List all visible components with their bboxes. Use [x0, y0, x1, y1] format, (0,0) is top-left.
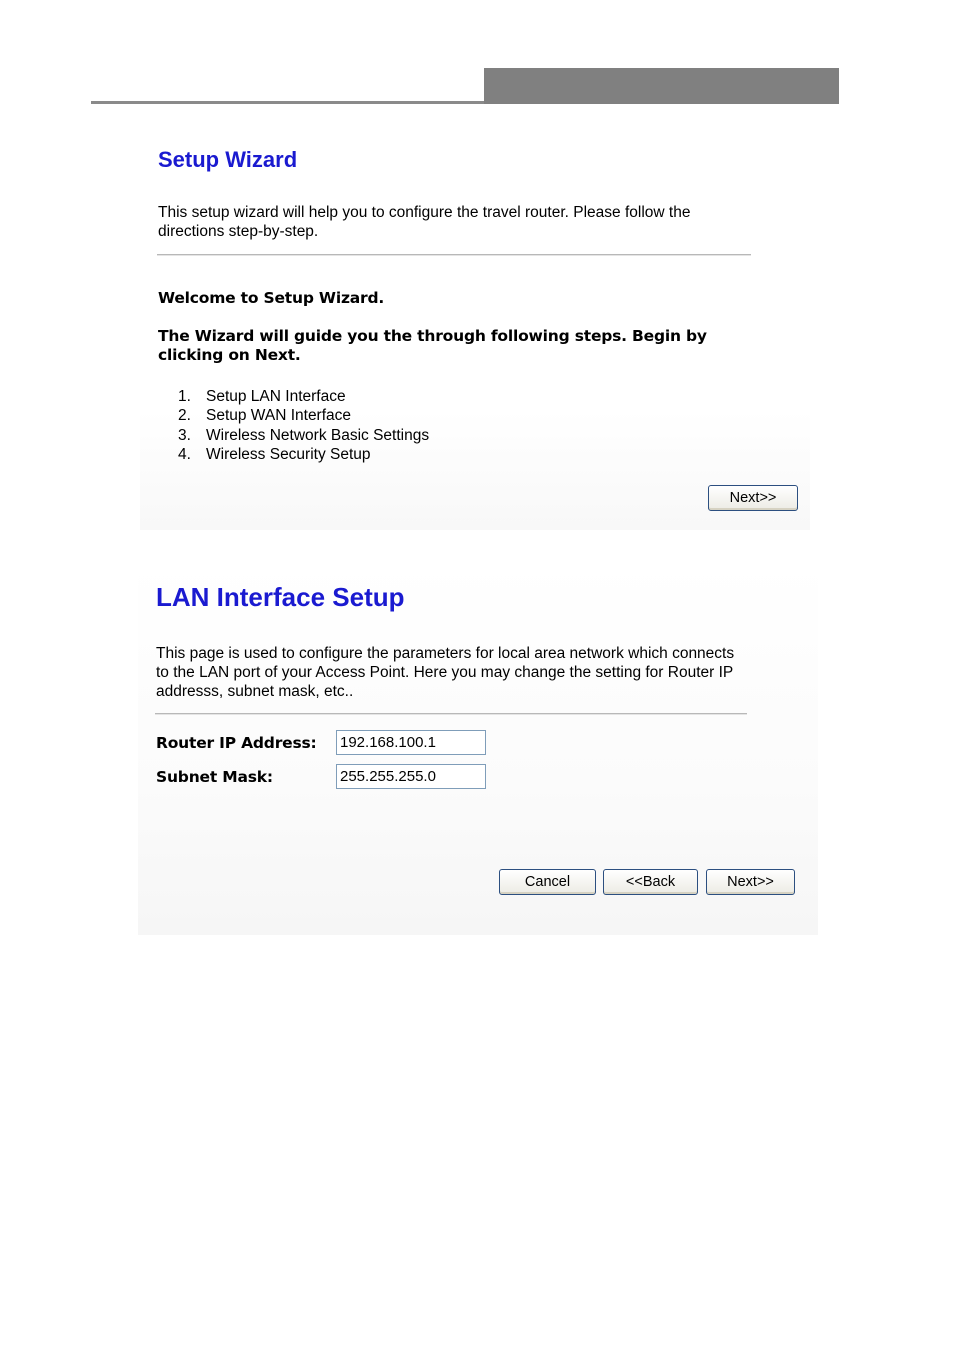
wizard-step-item: [178, 387, 429, 406]
wizard-divider: [157, 254, 751, 256]
back-button[interactable]: <<Back: [603, 869, 698, 895]
wizard-step-item: [178, 406, 429, 425]
wizard-next-button[interactable]: Next>>: [708, 485, 798, 511]
wizard-welcome-text: Welcome to Setup Wizard.: [158, 289, 385, 307]
router-ip-label: Router IP Address:: [156, 734, 317, 752]
header-rule: [91, 101, 485, 104]
wizard-step-label: Wireless Network Basic Settings: [206, 426, 430, 444]
wizard-step-number: 2.: [178, 407, 191, 425]
wizard-step-number: 3.: [178, 426, 191, 444]
wizard-steps-list: [178, 387, 429, 464]
subnet-mask-label: Subnet Mask:: [156, 768, 273, 786]
lan-title: LAN Interface Setup: [156, 582, 405, 612]
lan-next-button[interactable]: Next>>: [706, 869, 795, 895]
lan-description: This page is used to configure the parameters for local area network which connects to the LAN port of your Access Point. Here you may change the setting for Router IP addresss, subnet mask, etc..: [156, 645, 735, 700]
router-ip-input[interactable]: [336, 730, 486, 755]
wizard-title: Setup Wizard: [158, 147, 298, 172]
wizard-step-label: Setup LAN Interface: [206, 388, 346, 405]
setup-wizard-panel: [140, 130, 810, 530]
header-block: [484, 68, 839, 104]
wizard-step-item: [178, 445, 429, 464]
lan-interface-panel: [138, 560, 818, 935]
wizard-step-number: 1.: [178, 388, 191, 405]
subnet-mask-input[interactable]: [336, 764, 486, 789]
wizard-description: This setup wizard will help you to configure the travel router. Please follow the directions step-by-step.: [158, 204, 691, 240]
cancel-button[interactable]: Cancel: [499, 869, 596, 895]
wizard-guide-text: The Wizard will guide you the through following steps. Begin by clicking on Next.: [158, 327, 707, 364]
wizard-step-item: [178, 426, 429, 445]
wizard-step-label: Wireless Security Setup: [206, 445, 371, 463]
lan-divider: [155, 713, 747, 715]
wizard-step-label: Setup WAN Interface: [206, 407, 352, 425]
wizard-step-number: 4.: [178, 445, 191, 463]
